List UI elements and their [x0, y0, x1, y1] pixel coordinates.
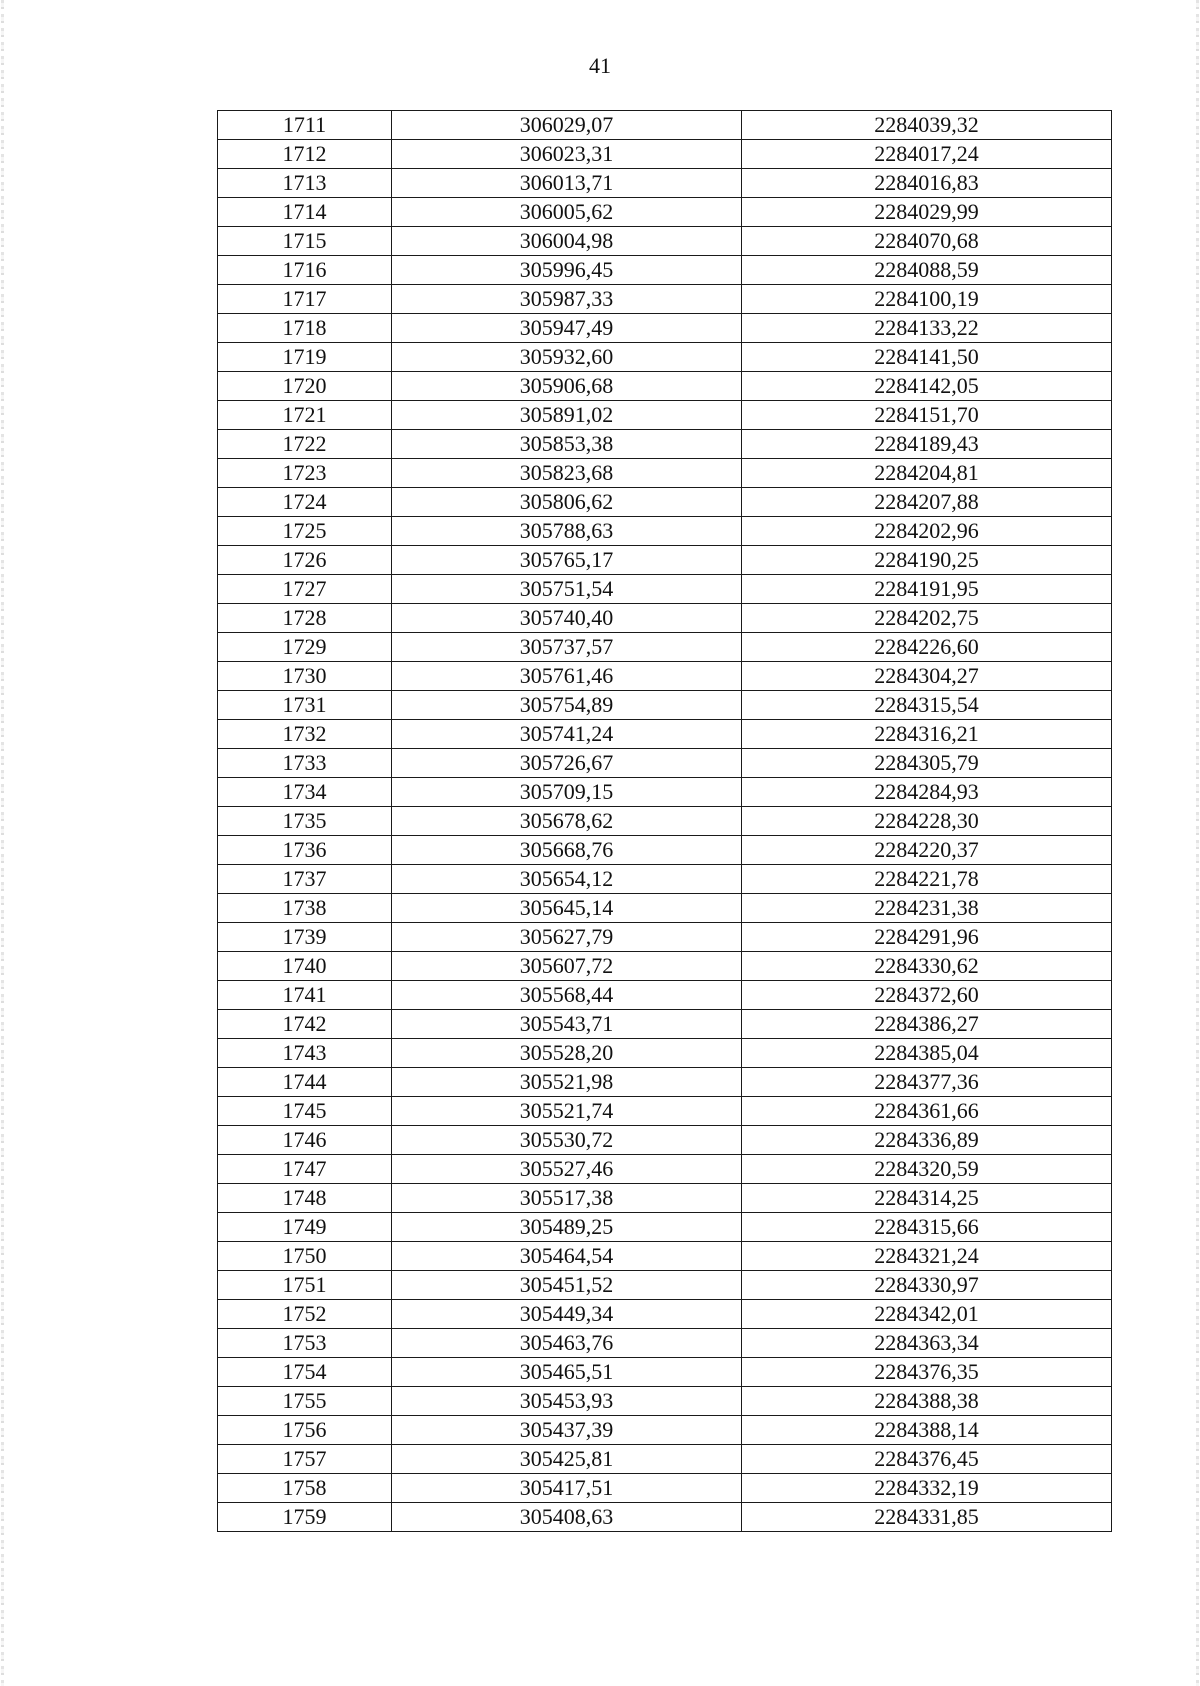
point-number-cell: 1730 — [218, 662, 392, 691]
table-row — [218, 923, 1112, 952]
table-row — [218, 227, 1112, 256]
point-number-cell: 1714 — [218, 198, 392, 227]
y-coordinate-cell: 2284070,68 — [742, 227, 1112, 256]
y-coordinate-cell: 2284189,43 — [742, 430, 1112, 459]
y-coordinate-cell: 2284386,27 — [742, 1010, 1112, 1039]
point-number-cell: 1754 — [218, 1358, 392, 1387]
point-number-cell: 1716 — [218, 256, 392, 285]
table-row — [218, 169, 1112, 198]
y-coordinate-cell: 2284226,60 — [742, 633, 1112, 662]
x-coordinate-cell: 306004,98 — [392, 227, 742, 256]
table-row — [218, 836, 1112, 865]
x-coordinate-cell: 305932,60 — [392, 343, 742, 372]
table-row — [218, 633, 1112, 662]
table-row — [218, 575, 1112, 604]
x-coordinate-cell: 305464,54 — [392, 1242, 742, 1271]
y-coordinate-cell: 2284385,04 — [742, 1039, 1112, 1068]
table-row — [218, 198, 1112, 227]
x-coordinate-cell: 305521,74 — [392, 1097, 742, 1126]
point-number-cell: 1720 — [218, 372, 392, 401]
coordinates-table — [217, 110, 1112, 1532]
y-coordinate-cell: 2284133,22 — [742, 314, 1112, 343]
point-number-cell: 1732 — [218, 720, 392, 749]
table-row — [218, 1329, 1112, 1358]
table-row — [218, 604, 1112, 633]
point-number-cell: 1757 — [218, 1445, 392, 1474]
y-coordinate-cell: 2284305,79 — [742, 749, 1112, 778]
y-coordinate-cell: 2284331,85 — [742, 1503, 1112, 1532]
table-row — [218, 1416, 1112, 1445]
x-coordinate-cell: 305806,62 — [392, 488, 742, 517]
point-number-cell: 1721 — [218, 401, 392, 430]
point-number-cell: 1741 — [218, 981, 392, 1010]
table-row — [218, 1213, 1112, 1242]
point-number-cell: 1756 — [218, 1416, 392, 1445]
x-coordinate-cell: 305543,71 — [392, 1010, 742, 1039]
point-number-cell: 1753 — [218, 1329, 392, 1358]
y-coordinate-cell: 2284207,88 — [742, 488, 1112, 517]
y-coordinate-cell: 2284330,97 — [742, 1271, 1112, 1300]
table-row — [218, 1271, 1112, 1300]
table-row — [218, 720, 1112, 749]
x-coordinate-cell: 305788,63 — [392, 517, 742, 546]
point-number-cell: 1749 — [218, 1213, 392, 1242]
table-row — [218, 1068, 1112, 1097]
point-number-cell: 1712 — [218, 140, 392, 169]
y-coordinate-cell: 2284191,95 — [742, 575, 1112, 604]
x-coordinate-cell: 305528,20 — [392, 1039, 742, 1068]
x-coordinate-cell: 305668,76 — [392, 836, 742, 865]
table-row — [218, 749, 1112, 778]
table-row — [218, 372, 1112, 401]
point-number-cell: 1759 — [218, 1503, 392, 1532]
y-coordinate-cell: 2284304,27 — [742, 662, 1112, 691]
y-coordinate-cell: 2284088,59 — [742, 256, 1112, 285]
table-row — [218, 546, 1112, 575]
point-number-cell: 1752 — [218, 1300, 392, 1329]
table-row — [218, 1039, 1112, 1068]
table-row — [218, 1474, 1112, 1503]
table-row — [218, 1300, 1112, 1329]
y-coordinate-cell: 2284372,60 — [742, 981, 1112, 1010]
point-number-cell: 1723 — [218, 459, 392, 488]
x-coordinate-cell: 306005,62 — [392, 198, 742, 227]
point-number-cell: 1740 — [218, 952, 392, 981]
x-coordinate-cell: 305891,02 — [392, 401, 742, 430]
x-coordinate-cell: 305607,72 — [392, 952, 742, 981]
point-number-cell: 1724 — [218, 488, 392, 517]
table-row — [218, 459, 1112, 488]
x-coordinate-cell: 305465,51 — [392, 1358, 742, 1387]
table-row — [218, 662, 1112, 691]
y-coordinate-cell: 2284316,21 — [742, 720, 1112, 749]
x-coordinate-cell: 305654,12 — [392, 865, 742, 894]
point-number-cell: 1750 — [218, 1242, 392, 1271]
y-coordinate-cell: 2284029,99 — [742, 198, 1112, 227]
y-coordinate-cell: 2284361,66 — [742, 1097, 1112, 1126]
point-number-cell: 1733 — [218, 749, 392, 778]
y-coordinate-cell: 2284228,30 — [742, 807, 1112, 836]
point-number-cell: 1747 — [218, 1155, 392, 1184]
y-coordinate-cell: 2284377,36 — [742, 1068, 1112, 1097]
table-row — [218, 430, 1112, 459]
y-coordinate-cell: 2284141,50 — [742, 343, 1112, 372]
y-coordinate-cell: 2284376,45 — [742, 1445, 1112, 1474]
x-coordinate-cell: 305449,34 — [392, 1300, 742, 1329]
table-row — [218, 314, 1112, 343]
point-number-cell: 1717 — [218, 285, 392, 314]
point-number-cell: 1739 — [218, 923, 392, 952]
table-row — [218, 981, 1112, 1010]
point-number-cell: 1729 — [218, 633, 392, 662]
point-number-cell: 1715 — [218, 227, 392, 256]
x-coordinate-cell: 305425,81 — [392, 1445, 742, 1474]
point-number-cell: 1738 — [218, 894, 392, 923]
point-number-cell: 1758 — [218, 1474, 392, 1503]
table-row — [218, 1358, 1112, 1387]
point-number-cell: 1719 — [218, 343, 392, 372]
scan-edge-right — [1196, 0, 1199, 1686]
point-number-cell: 1743 — [218, 1039, 392, 1068]
x-coordinate-cell: 305521,98 — [392, 1068, 742, 1097]
y-coordinate-cell: 2284376,35 — [742, 1358, 1112, 1387]
y-coordinate-cell: 2284231,38 — [742, 894, 1112, 923]
y-coordinate-cell: 2284039,32 — [742, 111, 1112, 140]
scan-edge-left — [1, 0, 4, 1686]
table-row — [218, 865, 1112, 894]
y-coordinate-cell: 2284314,25 — [742, 1184, 1112, 1213]
y-coordinate-cell: 2284291,96 — [742, 923, 1112, 952]
y-coordinate-cell: 2284100,19 — [742, 285, 1112, 314]
x-coordinate-cell: 305987,33 — [392, 285, 742, 314]
table-row — [218, 343, 1112, 372]
x-coordinate-cell: 305568,44 — [392, 981, 742, 1010]
table-row — [218, 894, 1112, 923]
point-number-cell: 1751 — [218, 1271, 392, 1300]
table-row — [218, 1445, 1112, 1474]
point-number-cell: 1734 — [218, 778, 392, 807]
x-coordinate-cell: 305517,38 — [392, 1184, 742, 1213]
point-number-cell: 1735 — [218, 807, 392, 836]
page-number: 41 — [589, 53, 611, 78]
y-coordinate-cell: 2284315,66 — [742, 1213, 1112, 1242]
point-number-cell: 1718 — [218, 314, 392, 343]
point-number-cell: 1727 — [218, 575, 392, 604]
table-row — [218, 401, 1112, 430]
point-number-cell: 1748 — [218, 1184, 392, 1213]
table-row — [218, 140, 1112, 169]
x-coordinate-cell: 305726,67 — [392, 749, 742, 778]
y-coordinate-cell: 2284284,93 — [742, 778, 1112, 807]
point-number-cell: 1726 — [218, 546, 392, 575]
point-number-cell: 1742 — [218, 1010, 392, 1039]
y-coordinate-cell: 2284202,96 — [742, 517, 1112, 546]
table-row — [218, 488, 1112, 517]
x-coordinate-cell: 305453,93 — [392, 1387, 742, 1416]
x-coordinate-cell: 305754,89 — [392, 691, 742, 720]
x-coordinate-cell: 305761,46 — [392, 662, 742, 691]
point-number-cell: 1745 — [218, 1097, 392, 1126]
table-row — [218, 1503, 1112, 1532]
x-coordinate-cell: 305823,68 — [392, 459, 742, 488]
x-coordinate-cell: 305709,15 — [392, 778, 742, 807]
x-coordinate-cell: 306013,71 — [392, 169, 742, 198]
y-coordinate-cell: 2284388,38 — [742, 1387, 1112, 1416]
point-number-cell: 1746 — [218, 1126, 392, 1155]
x-coordinate-cell: 305530,72 — [392, 1126, 742, 1155]
table-row — [218, 517, 1112, 546]
x-coordinate-cell: 305737,57 — [392, 633, 742, 662]
table-row — [218, 111, 1112, 140]
point-number-cell: 1722 — [218, 430, 392, 459]
table-row — [218, 285, 1112, 314]
table-row — [218, 807, 1112, 836]
y-coordinate-cell: 2284336,89 — [742, 1126, 1112, 1155]
x-coordinate-cell: 305947,49 — [392, 314, 742, 343]
y-coordinate-cell: 2284330,62 — [742, 952, 1112, 981]
point-number-cell: 1737 — [218, 865, 392, 894]
x-coordinate-cell: 306029,07 — [392, 111, 742, 140]
table-row — [218, 256, 1112, 285]
x-coordinate-cell: 305853,38 — [392, 430, 742, 459]
y-coordinate-cell: 2284332,19 — [742, 1474, 1112, 1503]
y-coordinate-cell: 2284321,24 — [742, 1242, 1112, 1271]
y-coordinate-cell: 2284190,25 — [742, 546, 1112, 575]
x-coordinate-cell: 305627,79 — [392, 923, 742, 952]
y-coordinate-cell: 2284342,01 — [742, 1300, 1112, 1329]
y-coordinate-cell: 2284202,75 — [742, 604, 1112, 633]
point-number-cell: 1713 — [218, 169, 392, 198]
table-row — [218, 778, 1112, 807]
table-row — [218, 691, 1112, 720]
table-row — [218, 1126, 1112, 1155]
table-row — [218, 1097, 1112, 1126]
x-coordinate-cell: 305645,14 — [392, 894, 742, 923]
point-number-cell: 1731 — [218, 691, 392, 720]
y-coordinate-cell: 2284017,24 — [742, 140, 1112, 169]
coordinates-table-body — [218, 111, 1112, 1532]
table-row — [218, 1242, 1112, 1271]
x-coordinate-cell: 305765,17 — [392, 546, 742, 575]
point-number-cell: 1711 — [218, 111, 392, 140]
point-number-cell: 1728 — [218, 604, 392, 633]
table-row — [218, 952, 1112, 981]
table-row — [218, 1010, 1112, 1039]
x-coordinate-cell: 305741,24 — [392, 720, 742, 749]
x-coordinate-cell: 305451,52 — [392, 1271, 742, 1300]
y-coordinate-cell: 2284388,14 — [742, 1416, 1112, 1445]
x-coordinate-cell: 305678,62 — [392, 807, 742, 836]
x-coordinate-cell: 305463,76 — [392, 1329, 742, 1358]
y-coordinate-cell: 2284016,83 — [742, 169, 1112, 198]
y-coordinate-cell: 2284315,54 — [742, 691, 1112, 720]
y-coordinate-cell: 2284142,05 — [742, 372, 1112, 401]
point-number-cell: 1744 — [218, 1068, 392, 1097]
x-coordinate-cell: 305906,68 — [392, 372, 742, 401]
y-coordinate-cell: 2284204,81 — [742, 459, 1112, 488]
y-coordinate-cell: 2284221,78 — [742, 865, 1112, 894]
y-coordinate-cell: 2284320,59 — [742, 1155, 1112, 1184]
x-coordinate-cell: 305437,39 — [392, 1416, 742, 1445]
x-coordinate-cell: 305489,25 — [392, 1213, 742, 1242]
y-coordinate-cell: 2284220,37 — [742, 836, 1112, 865]
table-row — [218, 1184, 1112, 1213]
y-coordinate-cell: 2284151,70 — [742, 401, 1112, 430]
x-coordinate-cell: 305996,45 — [392, 256, 742, 285]
point-number-cell: 1736 — [218, 836, 392, 865]
x-coordinate-cell: 305527,46 — [392, 1155, 742, 1184]
x-coordinate-cell: 305417,51 — [392, 1474, 742, 1503]
table-row — [218, 1387, 1112, 1416]
table-row — [218, 1155, 1112, 1184]
x-coordinate-cell: 305751,54 — [392, 575, 742, 604]
point-number-cell: 1725 — [218, 517, 392, 546]
point-number-cell: 1755 — [218, 1387, 392, 1416]
y-coordinate-cell: 2284363,34 — [742, 1329, 1112, 1358]
x-coordinate-cell: 305408,63 — [392, 1503, 742, 1532]
x-coordinate-cell: 305740,40 — [392, 604, 742, 633]
x-coordinate-cell: 306023,31 — [392, 140, 742, 169]
